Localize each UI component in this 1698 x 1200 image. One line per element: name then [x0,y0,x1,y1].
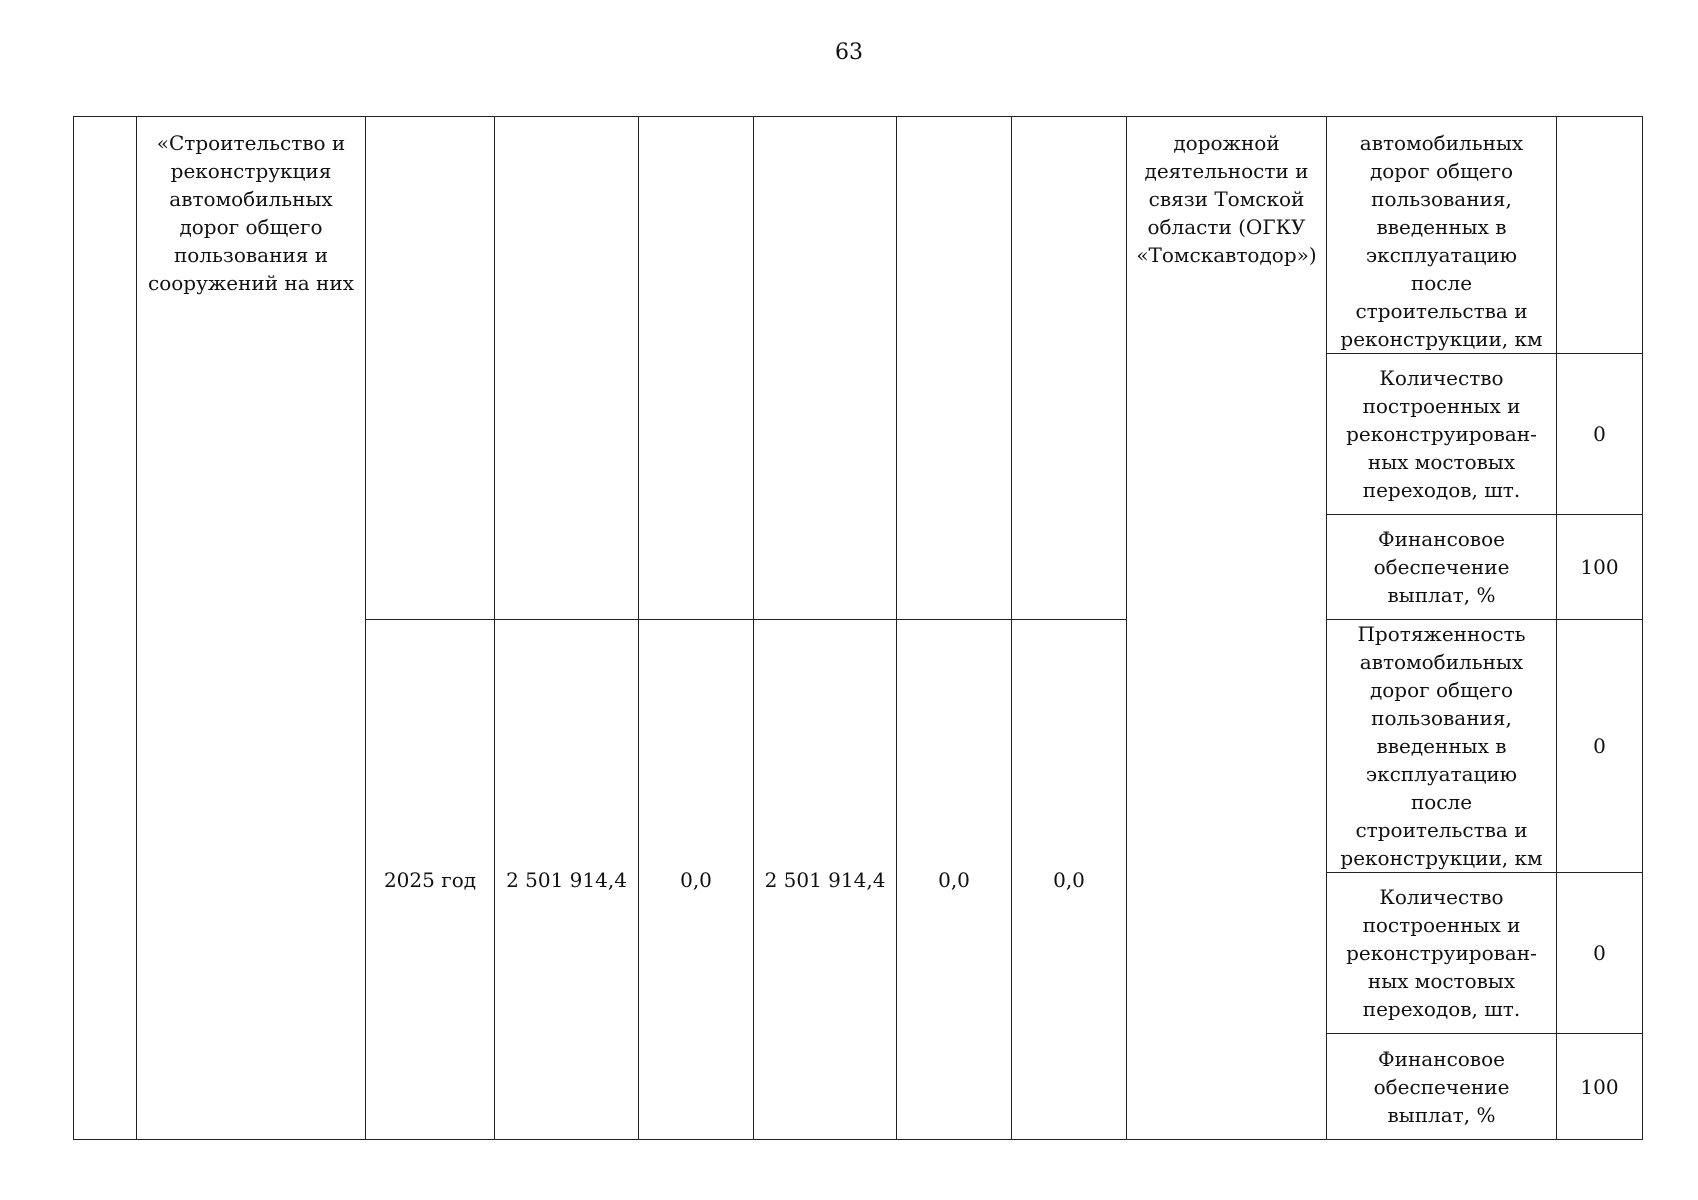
regional-cell: 2 501 914,4 [754,620,897,1140]
year-cell [366,117,495,620]
indicator-value: 0 [1557,620,1643,873]
indicator-name: автомобильных дорог общего пользования, введенных в эксплуатацию после строительства и реконструкции, км [1327,117,1557,354]
program-table [73,116,1643,1140]
total-cell: 2 501 914,4 [495,620,639,1140]
total-cell [495,117,639,620]
indicator-value: 100 [1557,1034,1643,1140]
regional-cell [754,117,897,620]
indicator-name: Протяженность автомобильных дорог общего пользования, введенных в эксплуатацию после строительства и реконструкции, км [1327,620,1557,873]
other-cell [1012,117,1127,620]
year-cell: 2025 год [366,620,495,1140]
federal-cell: 0,0 [639,620,754,1140]
indicator-name: Количество построенных и реконструирован-ных мостовых переходов, шт. [1327,354,1557,515]
local-cell [897,117,1012,620]
indicator-value [1557,117,1643,354]
table-row [74,117,1643,354]
federal-cell [639,117,754,620]
indicator-name: Финансовое обеспечение выплат, % [1327,1034,1557,1140]
local-cell: 0,0 [897,620,1012,1140]
event-name-cell: «Строительство и реконструкция автомобильных дорог общего пользования и сооружений на них [137,117,366,1140]
row-number-cell [74,117,137,1140]
indicator-value: 0 [1557,354,1643,515]
other-cell: 0,0 [1012,620,1127,1140]
indicator-name: Финансовое обеспечение выплат, % [1327,515,1557,620]
indicator-value: 0 [1557,873,1643,1034]
executor-cell: дорожной деятельности и связи Томской области (ОГКУ «Томскавтодор») [1127,117,1327,1140]
page-number: 63 [835,40,863,65]
indicator-value: 100 [1557,515,1643,620]
indicator-name: Количество построенных и реконструирован-ных мостовых переходов, шт. [1327,873,1557,1034]
